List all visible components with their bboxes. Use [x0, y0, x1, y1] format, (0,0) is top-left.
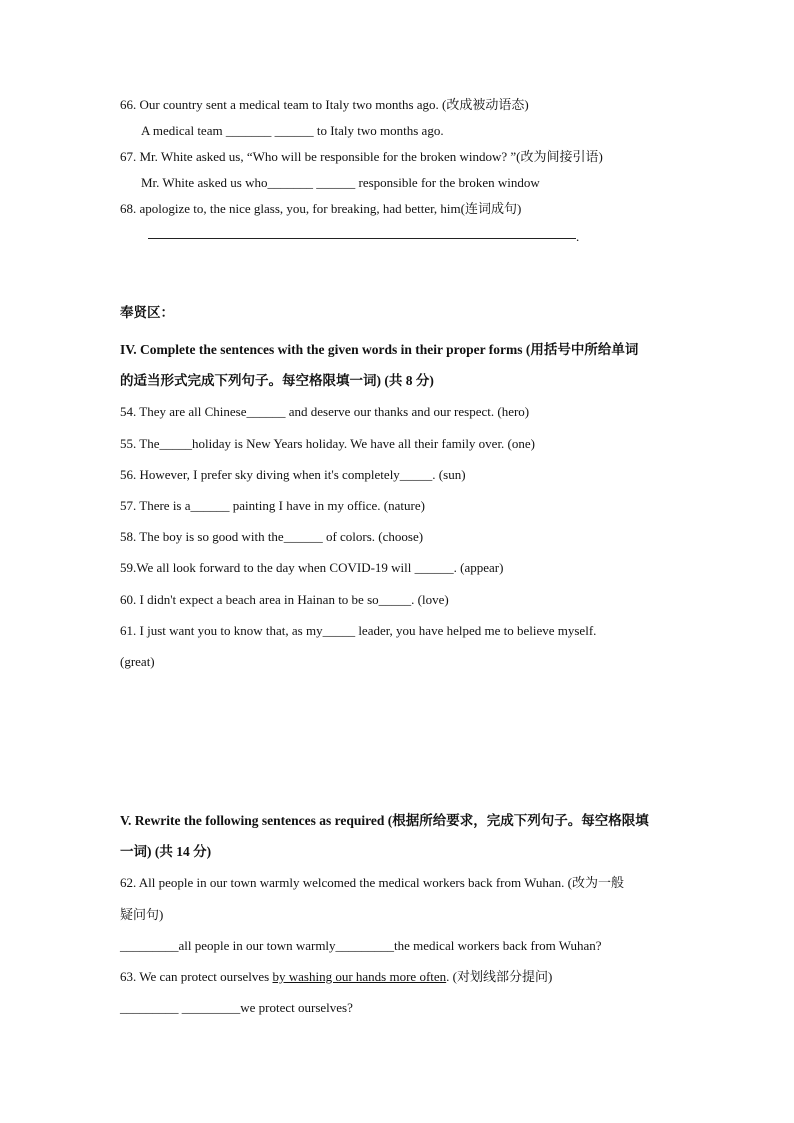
q67-prompt: 67. Mr. White asked us, “Who will be responsible for the broken window? ”(改为间接引语)	[120, 149, 603, 164]
question-62-line2: 疑问句)	[120, 907, 164, 922]
question-62-line1: 62. All people in our town warmly welcomed the medical workers back from Wuhan. (改为一般	[120, 875, 624, 890]
section4-heading-line2: 的适当形式完成下列句子。每空格限填一词) (共 8 分)	[120, 373, 434, 388]
section5-heading-line1: V. Rewrite the following sentences as required (根据所给要求，完成下列句子。每空格限填	[120, 813, 649, 828]
district-label: 奉贤区：	[120, 305, 174, 320]
question-58: 58. The boy is so good with the______ of colors. (choose)	[120, 529, 424, 544]
q66-answer-line: A medical team _______ ______ to Italy two months ago.	[141, 123, 444, 138]
question-63-prefix: 63. We can protect ourselves	[120, 969, 273, 984]
question-62-answer: _________all people in our town warmly_________the medical workers back from Wuhan?	[120, 938, 602, 953]
q68-answer-blank	[148, 237, 576, 239]
question-56: 56. However, I prefer sky diving when it's completely_____. (sun)	[120, 467, 466, 482]
q68-end-mark: .	[576, 229, 580, 244]
section4-heading-line1: IV. Complete the sentences with the given words in their proper forms (用括号中所给单词	[120, 342, 639, 357]
question-61: 61. I just want you to know that, as my_____ leader, you have helped me to believe myself.	[120, 623, 597, 638]
q67-answer-line: Mr. White asked us who_______ ______ responsible for the broken window	[141, 175, 540, 190]
question-63-underlined: by washing our hands more often	[272, 969, 447, 984]
question-61-hint: (great)	[120, 654, 155, 669]
q66-prompt: 66. Our country sent a medical team to Italy two months ago. (改成被动语态)	[120, 97, 529, 112]
q68-prompt: 68. apologize to, the nice glass, you, for breaking, had better, him(连词成句)	[120, 201, 522, 216]
question-54: 54. They are all Chinese______ and deserve our thanks and our respect. (hero)	[120, 404, 530, 419]
question-63-suffix: . (对划线部分提问)	[446, 969, 553, 984]
section5-heading-line2: 一词) (共 14 分)	[120, 844, 212, 859]
question-60: 60. I didn't expect a beach area in Hainan to be so_____. (love)	[120, 592, 449, 607]
question-57: 57. There is a______ painting I have in my office. (nature)	[120, 498, 425, 513]
question-59: 59.We all look forward to the day when COVID-19 will ______. (appear)	[120, 560, 504, 575]
question-63	[120, 969, 552, 985]
question-55: 55. The_____holiday is New Years holiday. We have all their family over. (one)	[120, 436, 535, 451]
question-63-answer: _________ _________we protect ourselves?	[120, 1000, 353, 1015]
